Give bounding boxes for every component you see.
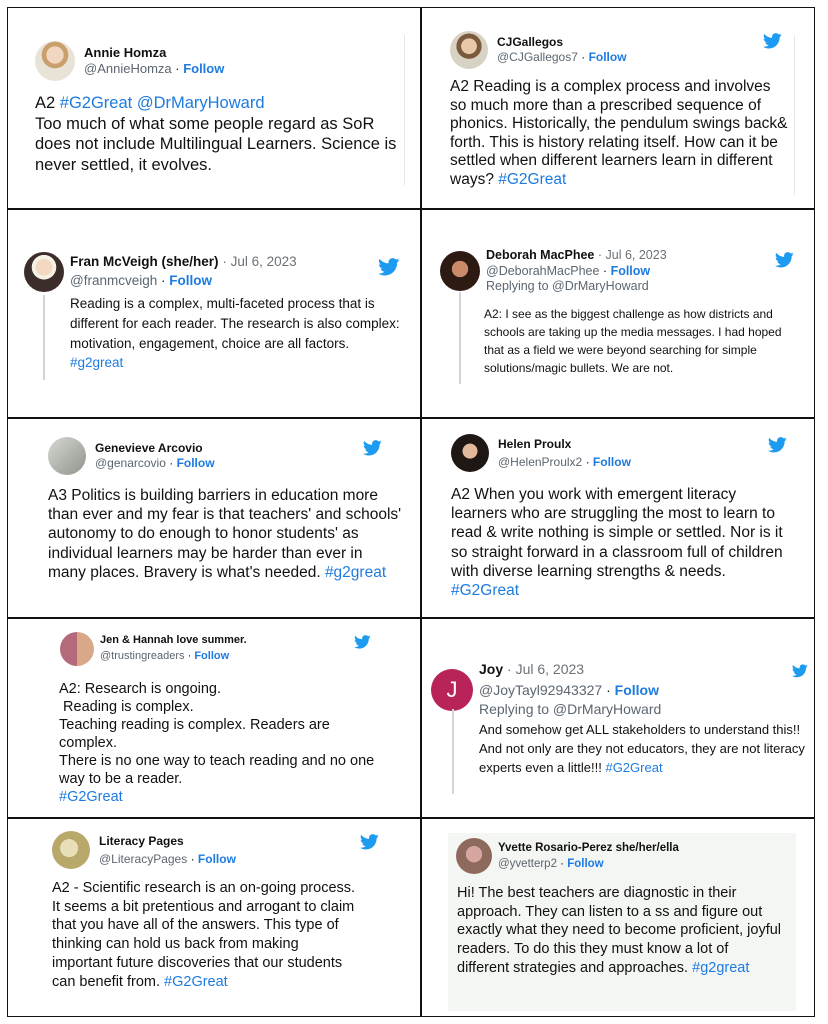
author-handle[interactable]: @JoyTayl92943327 [479,681,603,698]
tweet-text: Too much of what some people regard as SoR does not include Multilingual Learners. Science is never settled, it evolves. [35,114,397,174]
tweet-line: A2: Research is ongoing. [59,681,222,697]
hashtag[interactable]: #G2Great [164,973,228,990]
tweet-header: Genevieve Arcovio @genarcovio · Follow [48,437,215,475]
tweet-card [422,819,814,1016]
tweet-body [48,486,403,582]
thread-line [452,709,454,794]
twitter-bird-icon[interactable] [360,834,379,850]
tweet-header: Helen Proulx @HelenProulx2 · Follow [451,434,631,472]
twitter-bird-icon[interactable] [775,252,794,268]
tweet-card [422,419,814,616]
hashtag[interactable]: #G2Great [498,170,567,188]
follow-button[interactable]: Follow [567,858,604,870]
author-name[interactable]: Literacy Pages [99,833,184,848]
tweet-body [450,78,790,190]
tweet-body: A2: I see as the biggest challenge as how districts and schools are taking up the media messages. I had hoped that as a field we were beyond searching for simple solutions/magic bullets. We are not. [484,307,782,375]
hashtag[interactable]: #g2great [692,959,750,976]
tweet-text: A3 Politics is building barriers in education more than ever and my fear is that teachers' and schools' autonomy to do enough to honor students' as individual learners may be harder than ever in many places. Bravery is what's needed. [48,487,402,581]
twitter-bird-icon[interactable] [792,664,808,678]
author-handle[interactable]: @LiteracyPages [99,851,188,866]
avatar[interactable] [52,831,90,869]
tweet-date[interactable]: Jul 6, 2023 [515,661,585,677]
tweet-line: Reading is complex. [59,699,194,715]
tweet-text: A2 When you work with emergent literacy learners who are struggling the most to learn to read & write nothing is simple or settled. Nor is it so straight forward in a classroom full of children with diverse learning strengths & needs. [451,486,783,580]
avatar-letter: J [446,676,458,702]
follow-button[interactable]: Follow [614,681,659,698]
twitter-bird-icon[interactable] [354,635,371,649]
hashtag[interactable]: #g2great [70,355,124,371]
tweet-text: Reading is a complex, multi-faceted process that is different for each reader. The research is also complex: motivation, engagement, choice are all factors. [70,296,400,351]
avatar[interactable] [440,251,480,291]
tweet-header: J Joy · Jul 6, 2023 @JoyTayl92943327 · Follow Replying to @DrMaryHoward [431,661,661,719]
thread-line [459,292,461,384]
twitter-bird-icon[interactable] [768,437,787,453]
twitter-bird-icon[interactable] [378,258,400,276]
follow-button[interactable]: Follow [197,851,236,866]
tweet-header: CJGallegos @CJGallegos7 · Follow [450,31,627,69]
tweet-header: Literacy Pages @LiteracyPages · Follow [52,831,236,869]
follow-button[interactable]: Follow [592,454,631,469]
author-handle[interactable]: @AnnieHomza [84,61,172,76]
tweet-body [479,720,805,777]
avatar[interactable] [431,669,473,711]
tweet-text: A2 [35,94,60,112]
tweet-card [9,619,419,816]
follow-button[interactable]: Follow [176,456,215,470]
tweet-card [9,819,419,1016]
tweet-body [52,879,362,991]
author-name[interactable]: Yvette Rosario-Perez she/her/ella [498,841,679,854]
author-name[interactable]: Joy [479,661,504,677]
author-handle[interactable]: @DeborahMacPhee [486,263,600,278]
twitter-bird-icon[interactable] [363,440,382,456]
tweet-card [422,9,814,207]
hashtag[interactable]: #G2Great [605,760,663,775]
tweet-header: Annie Homza @AnnieHomza · Follow [35,41,224,81]
follow-button[interactable]: Follow [169,273,212,288]
author-name[interactable]: Annie Homza [84,44,167,60]
follow-button[interactable]: Follow [183,61,225,76]
author-name[interactable]: CJGallegos [497,35,564,49]
tweet-text: A2 - Scientific research is an on-going process. It seems a bit pretentious and arrogant to claim that you have all of the answers. This type of thinking can hold us back from making important future discoveries that our students can benefit from. [52,880,356,990]
tweet-text: And somehow get ALL stakeholders to understand this!! And not only are they not educators, they are not literacy experts even a little!!! [479,722,805,775]
tweet-body [451,485,796,600]
hashtag[interactable]: #G2Great [451,582,520,600]
card-edge [794,35,795,195]
tweet-text: A2 Reading is a complex process and involves so much more than a prescribed sequence of phonics. Historically, the pendulum swings back& forth. This is history relating itself. How can it be settled when different learners learn in different ways? [450,78,788,188]
tweet-card [9,419,419,616]
tweet-line: Teaching reading is complex. Readers are complex. [59,717,334,751]
tweet-card [9,9,419,207]
tweet-line: There is no one way to teach reading and no one way to be a reader. [59,753,379,787]
tweet-header: Deborah MacPhee · Jul 6, 2023 @DeborahMacPhee · Follow Replying to @DrMaryHoward [440,248,667,295]
author-name[interactable]: Fran McVeigh (she/her) [70,254,219,270]
tweet-body [70,294,400,373]
tweet-date[interactable]: Jul 6, 2023 [605,248,667,262]
reply-context[interactable]: Replying to @DrMaryHoward [486,279,649,294]
twitter-bird-icon[interactable] [763,33,782,49]
follow-button[interactable]: Follow [610,263,651,278]
author-handle[interactable]: @CJGallegos7 [497,50,578,64]
follow-button[interactable]: Follow [588,50,627,64]
tweet-header: Yvette Rosario-Perez she/her/ella @yvetterp2 · Follow [456,838,679,874]
tweet-header: Fran McVeigh (she/her) · Jul 6, 2023 @franmcveigh · Follow [24,252,297,292]
avatar[interactable] [456,838,492,874]
tweet-header: Jen & Hannah love summer. @trustingreaders · Follow [60,632,247,666]
author-name[interactable]: Genevieve Arcovio [95,441,203,455]
author-handle[interactable]: @franmcveigh [70,273,158,288]
author-handle[interactable]: @genarcovio [95,456,166,470]
author-name[interactable]: Jen & Hannah love summer. [100,634,247,647]
thread-line [43,295,45,380]
tweet-card [422,619,814,816]
author-handle[interactable]: @HelenProulx2 [498,454,583,469]
author-handle[interactable]: @yvetterp2 [498,858,557,870]
follow-button[interactable]: Follow [194,650,230,662]
avatar[interactable] [24,252,64,292]
author-name[interactable]: Deborah MacPhee [486,248,595,262]
avatar[interactable] [60,632,94,666]
avatar[interactable] [450,31,488,69]
hashtag[interactable]: #G2Great [59,789,123,805]
reply-context[interactable]: Replying to @DrMaryHoward [479,701,662,717]
avatar[interactable] [35,41,75,81]
tweet-text: Hi! The best teachers are diagnostic in their approach. They can listen to a ss and figure out exactly what they need to become proficient, joyful readers. To do this they must know a lot of different strategies and approaches. [457,885,782,976]
hashtag[interactable]: #g2great [324,563,387,581]
tweet-body [35,93,400,175]
card-edge [404,35,405,185]
hashtag-mention[interactable]: #G2Great @DrMaryHoward [59,94,265,112]
avatar[interactable] [451,434,489,472]
tweet-card [9,210,419,416]
author-handle[interactable]: @trustingreaders [100,650,185,662]
tweet-card [422,210,814,416]
tweet-body [457,884,782,978]
author-name[interactable]: Helen Proulx [498,436,572,451]
tweet-body [59,680,379,806]
tweet-date[interactable]: Jul 6, 2023 [230,254,297,270]
avatar[interactable] [48,437,86,475]
